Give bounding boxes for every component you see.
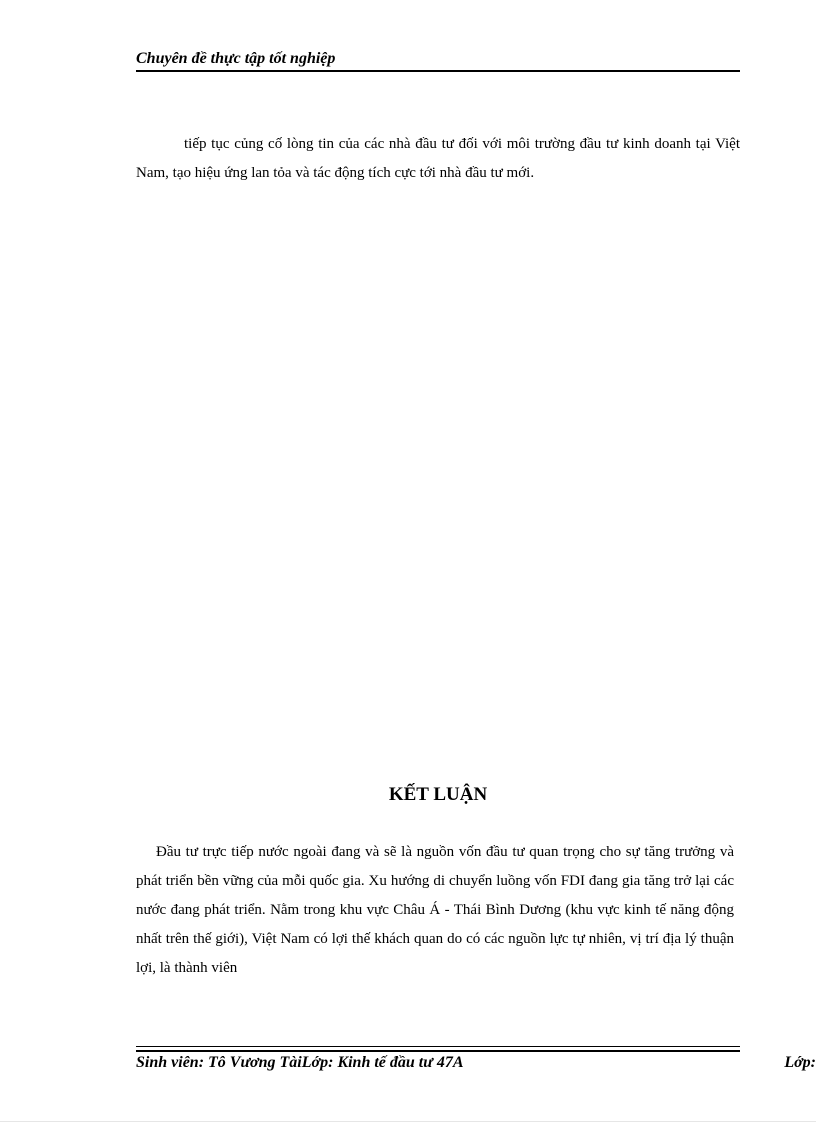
footer-rule-thin — [136, 1046, 740, 1047]
header-rule — [136, 70, 740, 72]
header-title: Chuyên đề thực tập tốt nghiệp — [136, 50, 336, 67]
conclusion-paragraph: Đầu tư trực tiếp nước ngoài đang và sẽ là nguồn vốn đầu tư quan trọng cho sự tăng trưởng và phát triển bền vững của mỗi quốc gia. Xu hướng di chuyển luồng vốn FDI đang gia tăng trở lại các nước đang phát triển. Nằm trong khu vực Châu Á - Thái Bình Dương (khu vực kinh tế năng động nhất trên thế giới), Việt Nam có lợi thế khách quan do có các nguồn lực tự nhiên, vị trí địa lý thuận lợi, là thành viên — [136, 844, 734, 976]
footer-class-label: Lớp: — [784, 1054, 816, 1071]
conclusion-heading: KẾT LUẬN — [388, 784, 488, 805]
continuation-paragraph: tiếp tục củng cố lòng tin của các nhà đầu tư đối với môi trường đầu tư kinh doanh tại Việt Nam, tạo hiệu ứng lan tỏa và tác động tích cực tới nhà đầu tư mới. — [136, 136, 740, 181]
footer-rule-thick — [136, 1050, 740, 1052]
page-bottom-edge — [0, 1121, 816, 1122]
footer-student-info: Sinh viên: Tô Vương TàiLớp: Kinh tế đầu tư 47A — [136, 1054, 464, 1071]
